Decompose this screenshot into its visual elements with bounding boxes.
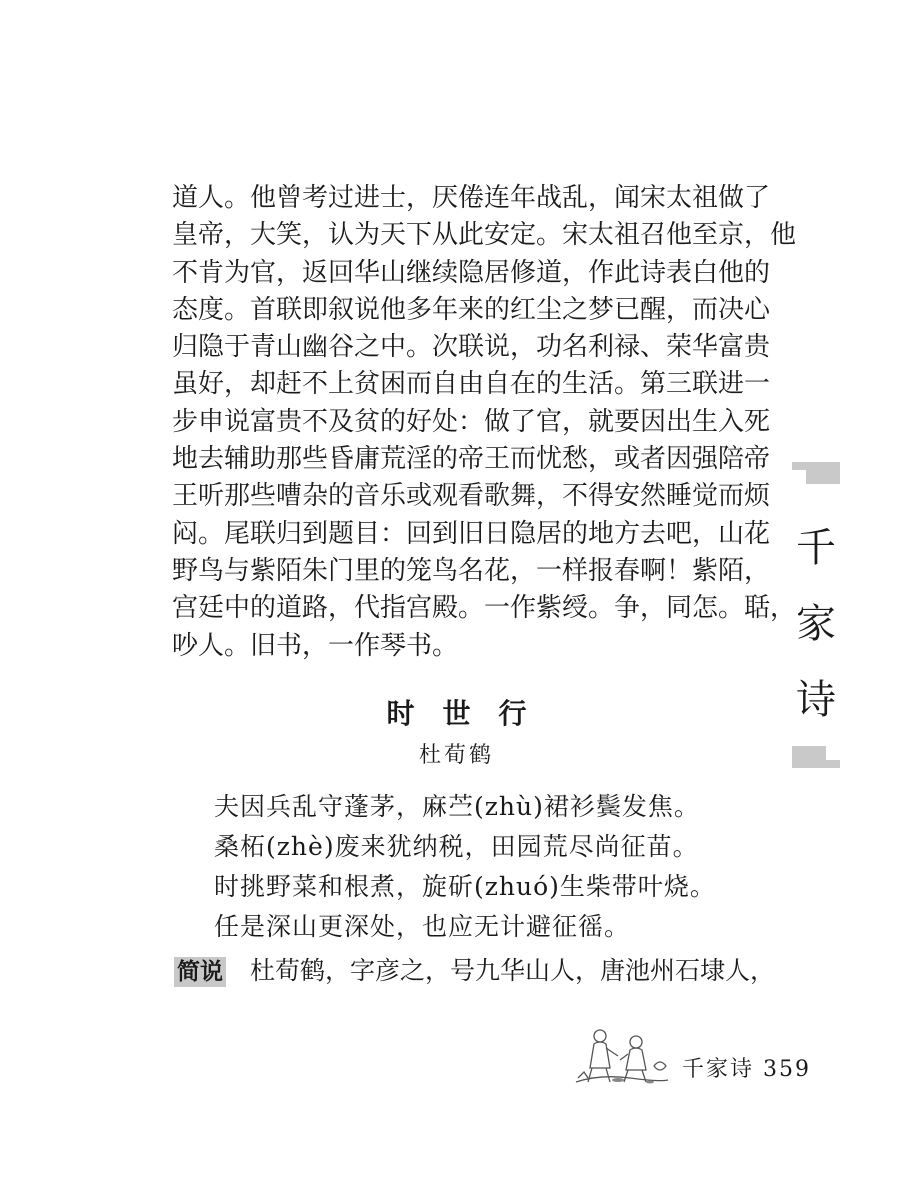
poem-title: 时世行: [386, 697, 555, 730]
commentary-line: 归隐于青山幽谷之中。次联说，功名利禄、荣华富贵: [172, 332, 771, 363]
commentary-line: 不肯为官，返回华山继续隐居修道，作此诗表白他的: [172, 257, 771, 288]
side-tab-chars: [792, 510, 840, 738]
commentary-line: 野鸟与紫陌朱门里的笼鸟名花，一样报春啊！紫陌，: [172, 555, 771, 586]
jianshuo-badge: 简说: [174, 957, 226, 987]
commentary-line: 地去辅助那些昏庸荒淫的帝王而忧愁，或者因强陪帝: [172, 444, 771, 475]
commentary-line: 吵人。旧书，一作琴书。: [172, 630, 459, 661]
side-tab-char: 千: [796, 525, 836, 571]
jianshuo-text: 杜荀鹤，字彦之，号九华山人，唐池州石埭人，: [250, 956, 776, 985]
commentary-line: 宫廷中的道路，代指宫殿。一作紫绶。争，同怎。聒，: [172, 593, 797, 624]
commentary-line: 态度。首联即叙说他多年来的红尘之梦已醒，而决心: [172, 294, 771, 325]
poem-author: 杜荀鹤: [418, 743, 494, 768]
commentary-line: 虽好，却赶不上贫困而自由自在的生活。第三联进一: [172, 369, 771, 400]
commentary-line: 王听那些嘈杂的音乐或观看歌舞，不得安然睡觉而烦: [172, 481, 771, 512]
bracket-bottom-icon: [792, 746, 840, 768]
page-footer: [570, 1022, 830, 1092]
commentary-line: 皇帝，大笑，认为天下从此安定。宋太祖召他至京，他: [172, 220, 797, 251]
side-tab-char: 家: [796, 601, 836, 647]
side-tab-char: 诗: [796, 677, 836, 723]
commentary-text: [172, 180, 797, 665]
poem-verse: 任是深山更深处，也应无计避征徭。: [214, 912, 631, 941]
jianshuo-section: [174, 956, 775, 987]
poem-body: [214, 787, 716, 947]
poem-verse: 夫因兵乱守蓬茅，麻苎(zhù)裙衫鬓发焦。: [214, 792, 700, 821]
poem-verse: 时挑野菜和根煮，旋斫(zhuó)生柴带叶烧。: [214, 872, 716, 901]
commentary-line: 道人。他曾考过进士，厌倦连年战乱，闻宋太祖做了: [172, 183, 771, 213]
bracket-top-icon: [792, 462, 840, 484]
book-title: 千家诗: [682, 1057, 755, 1082]
poem-verse: 桑柘(zhè)废来犹纳税，田园荒尽尚征苗。: [214, 832, 699, 861]
page-folio: [682, 1052, 811, 1083]
commentary-line: 步申说富贵不及贫的好处：做了官，就要因出生入死: [172, 406, 771, 437]
commentary-line: 闷。尾联归到题目：回到旧日隐居的地方去吧，山花: [172, 518, 771, 549]
figures-illustration-icon: [570, 1022, 670, 1092]
section-side-tab: [792, 462, 840, 768]
page-number: 359: [763, 1057, 812, 1082]
